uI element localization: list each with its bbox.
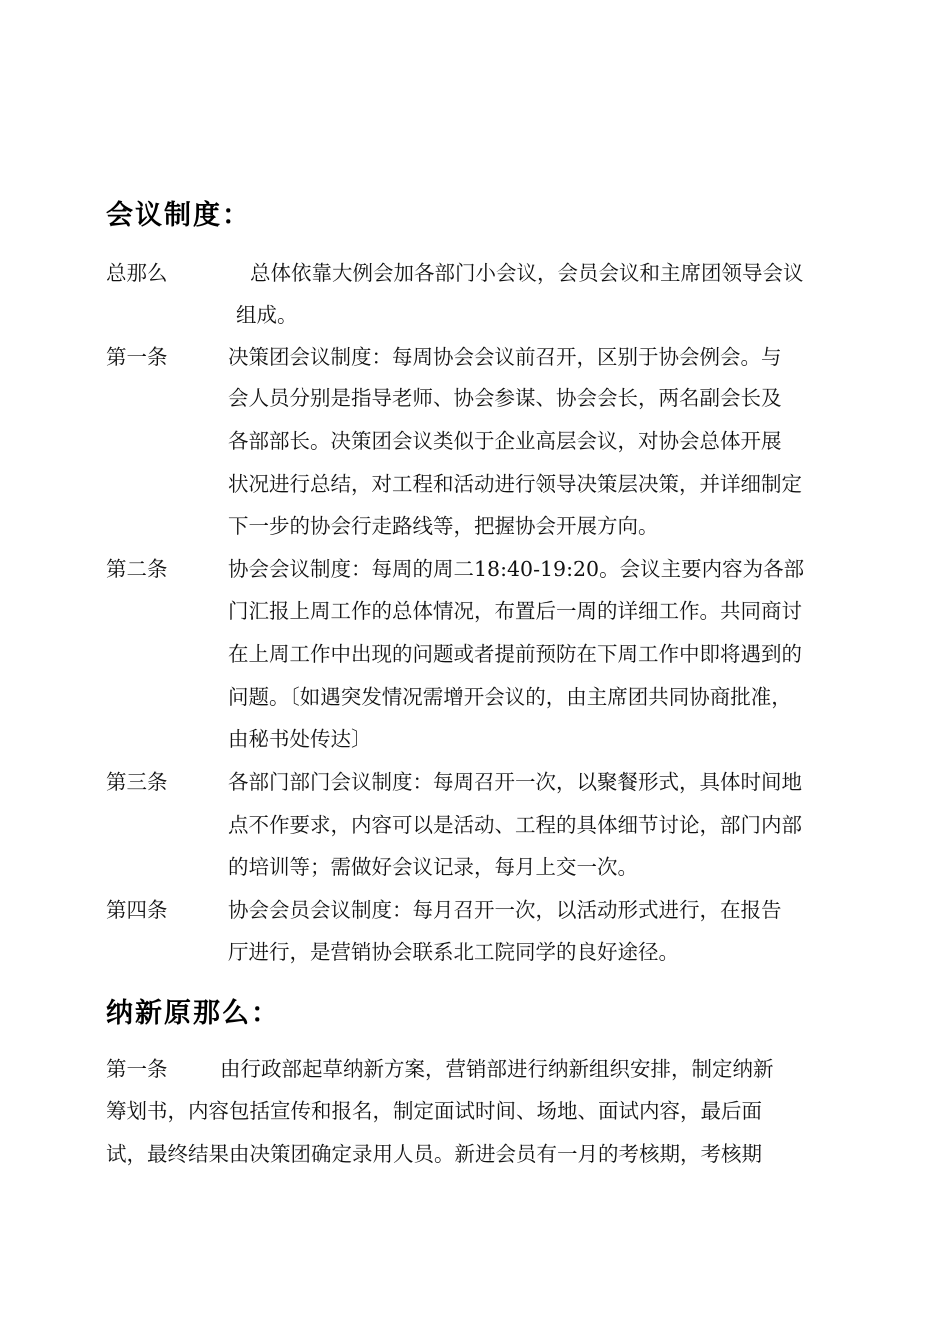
- article-text-line: 下一步的协会行走路线等，把握协会开展方向。: [228, 514, 659, 538]
- section-heading-meeting-system: 会议制度：: [106, 200, 251, 231]
- article-text-line: 决策团会议制度：每周协会会议前召开，区别于协会例会。与: [228, 345, 782, 369]
- article-text-line: 厅进行，是营销协会联系北工院同学的良好途径。: [228, 940, 679, 964]
- article-text-line: 各部门部门会议制度：每周召开一次，以聚餐形式，具体时间地: [228, 770, 802, 794]
- article-text-line: 会人员分别是指导老师、协会参谋、协会会长，两名副会长及: [228, 386, 782, 410]
- article-text-line: 协会会议制度：每周的周二18:40-19:20。会议主要内容为各部: [228, 557, 805, 581]
- article-text-line: 问题。〔如遇突发情况需增开会议的，由主席团共同协商批准，: [228, 685, 792, 709]
- article-text-line: 门汇报上周工作的总体情况，布置后一周的详细工作。共同商讨: [228, 599, 802, 623]
- article-text-line: 试，最终结果由决策团确定录用人员。新进会员有一月的考核期，考核期: [106, 1142, 762, 1166]
- article-label: 第四条: [106, 898, 168, 922]
- general-label: 总那么: [106, 261, 168, 285]
- general-text-line: 总体依靠大例会加各部门小会议，会员会议和主席团领导会议: [250, 261, 804, 285]
- article-text-line: 状况进行总结，对工程和活动进行领导决策层决策，并详细制定: [228, 472, 802, 496]
- article-text-line: 由行政部起草纳新方案，营销部进行纳新组织安排，制定纳新: [220, 1057, 774, 1081]
- article-text-line: 在上周工作中出现的问题或者提前预防在下周工作中即将遇到的: [228, 642, 802, 666]
- article-label: 第三条: [106, 770, 168, 794]
- article-text-line: 各部部长。决策团会议类似于企业高层会议，对协会总体开展: [228, 429, 782, 453]
- article-text-line: 的培训等；需做好会议记录，每月上交一次。: [228, 855, 638, 879]
- section-heading-recruitment-principles: 纳新原那么：: [106, 998, 280, 1029]
- general-text-line: 组成。: [236, 303, 298, 327]
- article-label: 第一条: [106, 345, 168, 369]
- article-label: 第一条: [106, 1057, 168, 1081]
- article-text-line: 由秘书处传达〕: [228, 727, 372, 751]
- article-text-line: 协会会员会议制度：每月召开一次，以活动形式进行，在报告: [228, 898, 782, 922]
- article-text-line: 筹划书，内容包括宣传和报名，制定面试时间、场地、面试内容，最后面: [106, 1099, 762, 1123]
- article-label: 第二条: [106, 557, 168, 581]
- article-text-line: 点不作要求，内容可以是活动、工程的具体细节讨论，部门内部: [228, 813, 802, 837]
